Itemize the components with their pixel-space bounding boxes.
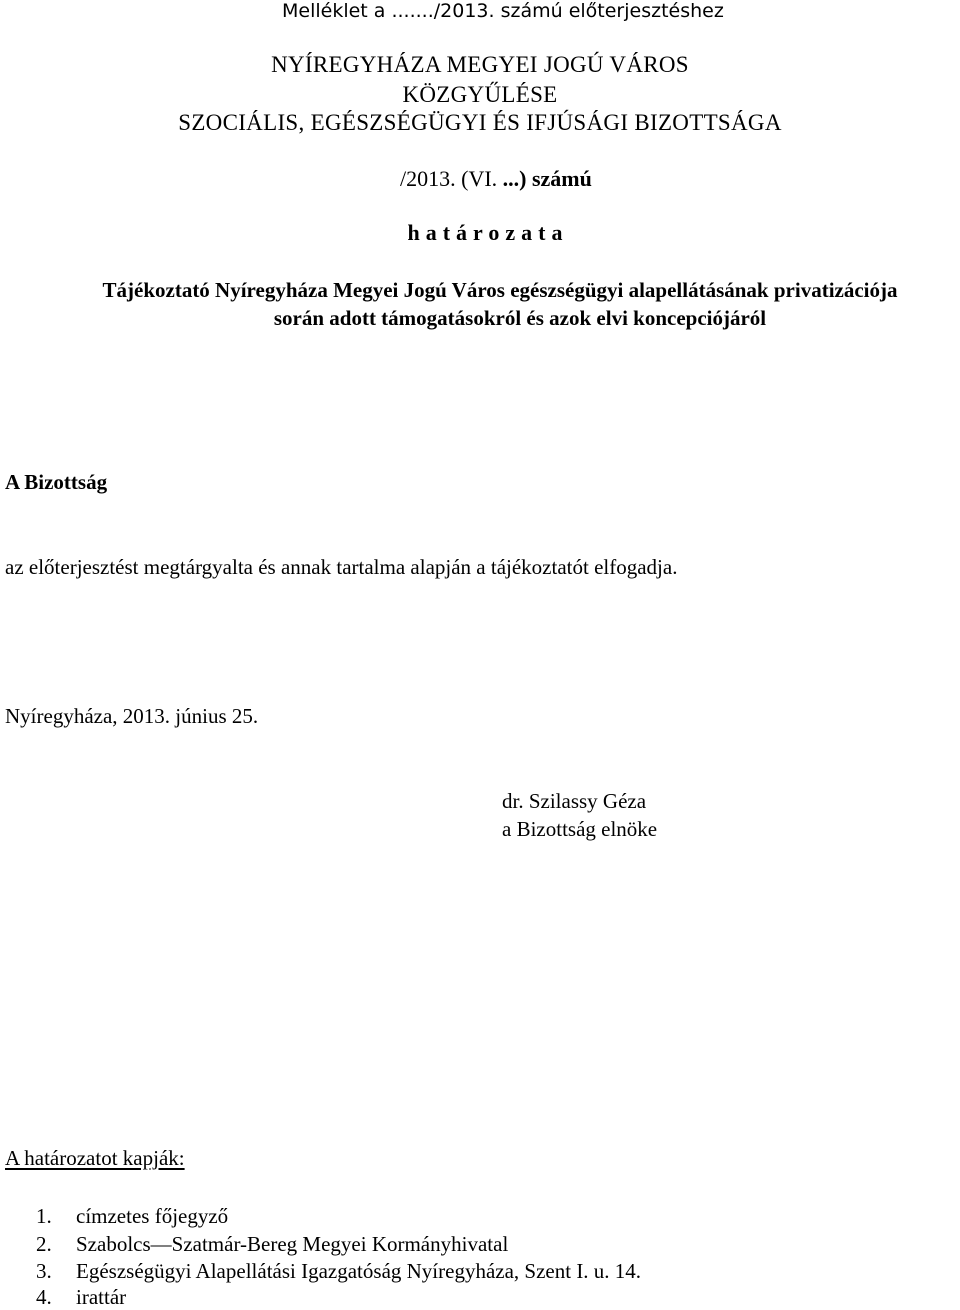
header-city: NYÍREGYHÁZA MEGYEI JOGÚ VÁROS <box>271 52 689 77</box>
recipient-item: Egészségügyi Alapellátási Igazgatóság Nyíregyháza, Szent I. u. 14. <box>76 1259 642 1283</box>
committee-label: A Bizottság <box>5 470 108 494</box>
recipients-title <box>5 1146 185 1171</box>
resolution-number <box>400 166 592 192</box>
subject-line-2: során adott támogatásokról és azok elvi koncepciójáról <box>273 306 767 330</box>
recipient-number: 1. <box>36 1204 52 1228</box>
recipient-item: irattár <box>76 1285 127 1309</box>
resolution-number-prefix: /2013. (VI. <box>400 166 503 191</box>
annex-reference: Melléklet a ......./2013. számú előterjesztéshez <box>282 0 724 22</box>
header-committee: SZOCIÁLIS, EGÉSZSÉGÜGYI ÉS IFJÚSÁGI BIZOTTSÁGA <box>178 110 782 135</box>
recipient-item: Szabolcs—Szatmár-Bereg Megyei Kormányhivatal <box>76 1232 509 1256</box>
decision-text: az előterjesztést megtárgyalta és annak tartalma alapján a tájékoztatót elfogadja. <box>5 555 678 579</box>
header-assembly: KÖZGYŰLÉSE <box>402 82 558 107</box>
recipient-item: címzetes főjegyző <box>76 1204 229 1228</box>
subject-line-1: Tájékoztató Nyíregyháza Megyei Jogú Város egészségügyi alapellátásának privatizációja <box>102 278 898 302</box>
place-date: Nyíregyháza, 2013. június 25. <box>5 704 259 728</box>
resolution-number-suffix: ...) számú <box>502 166 592 191</box>
recipient-number: 3. <box>36 1259 52 1283</box>
signatory-role: a Bizottság elnöke <box>502 817 658 841</box>
recipients-title-text: A határozatot kapják: <box>5 1146 185 1170</box>
resolution-title: határozata <box>407 220 569 245</box>
recipient-number: 4. <box>36 1285 52 1309</box>
signatory-name: dr. Szilassy Géza <box>502 789 647 813</box>
recipient-number: 2. <box>36 1232 52 1256</box>
